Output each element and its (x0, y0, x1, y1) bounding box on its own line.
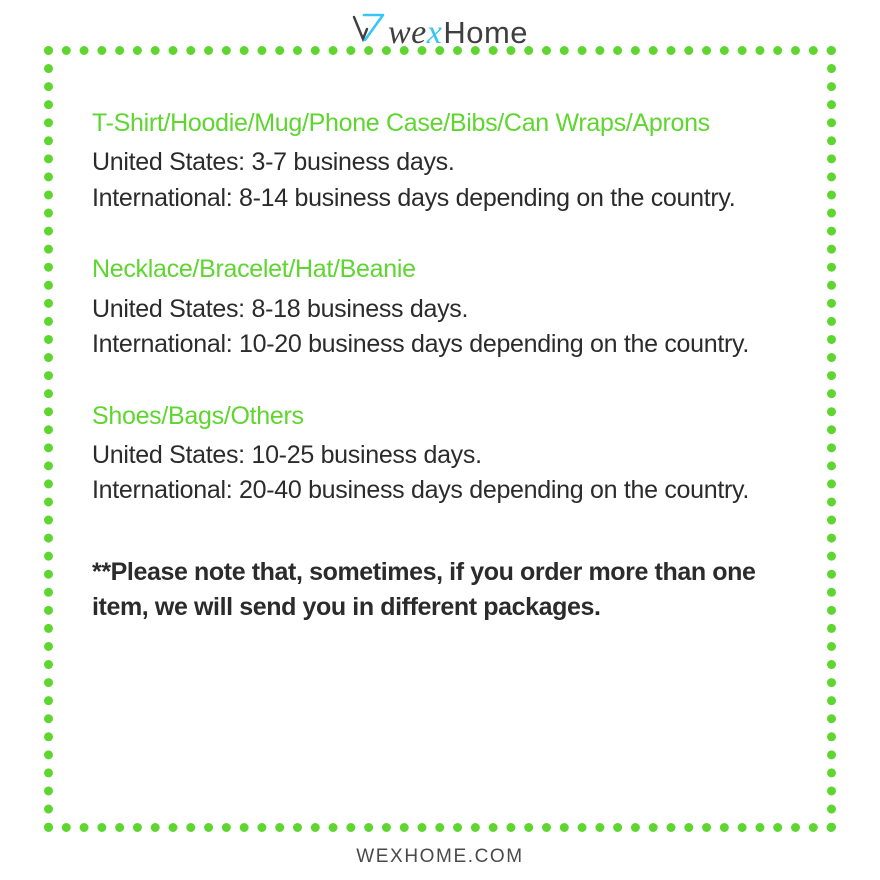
section-international-line: International: 20-40 business days depending on the country. (92, 476, 750, 505)
section-domestic-line: United States: 8-18 business days. (92, 294, 469, 323)
logo-text-we: we (387, 13, 427, 51)
shipping-section (92, 401, 792, 509)
wexhome-check-mark-icon (352, 13, 386, 43)
shipping-note: **Please note that, sometimes, if you order more than one item, we will send you in different packages. (92, 557, 756, 622)
section-title: Shoes/Bags/Others (92, 401, 304, 430)
section-title: T-Shirt/Hoodie/Mug/Phone Case/Bibs/Can Wraps/Aprons (92, 109, 710, 137)
logo-lockup (352, 13, 528, 50)
section-title: Necklace/Bracelet/Hat/Beanie (92, 255, 416, 284)
logo-text-x: x (426, 13, 443, 51)
shipping-section (92, 254, 792, 362)
section-international-line: International: 10-20 business days depending on the country. (92, 330, 750, 358)
shipping-times-content (92, 108, 792, 651)
section-international-line: International: 8-14 business days depending on the country. (92, 183, 736, 212)
footer-website: WEXHOME.COM (356, 846, 524, 867)
logo-text-home: Home (443, 14, 529, 50)
section-domestic-line: United States: 3-7 business days. (92, 148, 455, 177)
section-domestic-line: United States: 10-25 business days. (92, 440, 482, 469)
shipping-section (92, 108, 792, 216)
